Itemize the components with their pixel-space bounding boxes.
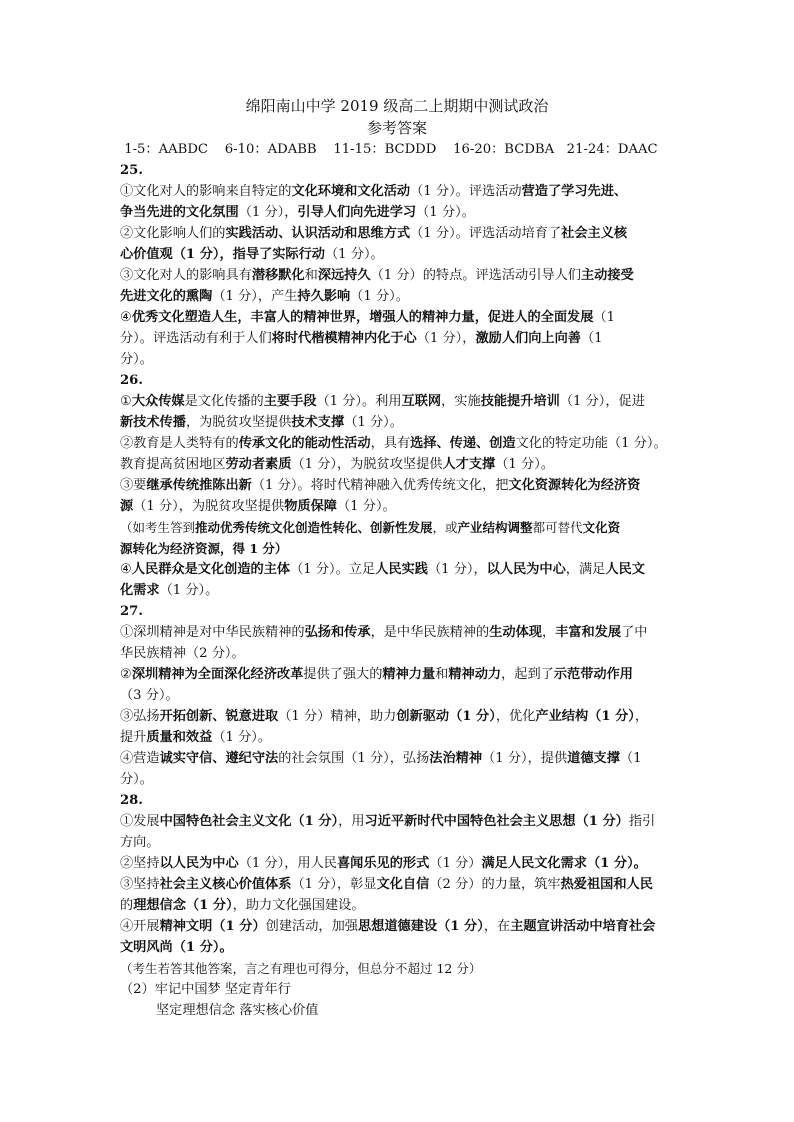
answer-text: ，起到了 — [501, 667, 554, 682]
key-point-text: 大众传媒 — [131, 394, 185, 409]
key-point-text: 喜闻乐见的形式 — [336, 856, 430, 871]
key-point-text: 产业结构（1 分） — [535, 709, 635, 724]
answer-text: ③坚持 — [120, 877, 160, 892]
answer-text: ，具有 — [370, 436, 411, 451]
answer-text: 分）。 — [120, 772, 153, 787]
answer-text: 的社会氛围（1 分），弘扬 — [278, 751, 430, 766]
answer-text: ④开展 — [120, 919, 160, 934]
answer-line — [120, 769, 680, 790]
answer-line — [120, 433, 680, 454]
answer-text: 文化的特定功能（1 分）。 — [515, 436, 667, 451]
answer-text: （1 分）。 — [324, 247, 384, 262]
answer-text: （1 — [619, 751, 642, 766]
answer-text: （1 分）。 — [159, 583, 219, 598]
answer-text: 方向。 — [120, 835, 160, 850]
answer-text: 分）。评选活动有利于人们 — [120, 331, 272, 346]
key-point-text: 精神文明（1 分） — [159, 919, 266, 934]
answer-text: ，满足 — [565, 562, 606, 577]
answer-text: ① — [120, 394, 132, 409]
answer-text: （1 分），为脱贫攻坚提供 — [291, 457, 443, 472]
key-point-text: 争当先进的文化氛围 — [120, 205, 239, 220]
answer-text: ，在 — [483, 919, 511, 934]
answer-text: 创建活动，加强 — [265, 919, 358, 934]
key-point-text: 传承文化的能动性活动 — [238, 436, 371, 451]
answer-line — [120, 580, 680, 601]
answer-text: ③文化对人的影响具有 — [120, 268, 252, 283]
answer-line — [120, 559, 680, 580]
answer-text: ②教育是人类特有的 — [120, 436, 239, 451]
key-point-text: 潜移默化 — [251, 268, 305, 283]
key-point-text: 主要手段 — [263, 394, 317, 409]
key-point-text: 质量和效益 — [146, 730, 213, 745]
answer-text: ①发展 — [120, 814, 160, 829]
key-point-text: 社会主义核 — [561, 226, 628, 241]
answer-text: （1 分）。将时代精神融入优秀传统文化，把 — [251, 478, 509, 493]
answer-text: （1 分） — [429, 856, 482, 871]
key-point-text: 继承传统推陈出新 — [146, 478, 252, 493]
answer-text: 指引 — [628, 814, 656, 829]
answer-line — [120, 412, 680, 433]
key-point-text: 人民文 — [605, 562, 645, 577]
key-point-text: 以人民为中心 — [486, 562, 566, 577]
answer-line — [120, 895, 680, 916]
answer-text: （1 分），产生 — [212, 289, 298, 304]
key-point-text: 新技术传播 — [120, 415, 186, 430]
key-point-text: 激励人们向上向善 — [475, 331, 581, 346]
answer-text: 28. — [120, 793, 143, 808]
key-point-text: 源 — [120, 499, 134, 514]
answer-text: 和 — [435, 667, 449, 682]
answer-line — [120, 202, 680, 223]
key-point-text: 文化环境和文化活动 — [291, 184, 411, 199]
key-point-text: 优秀文化塑造人生，丰富人的精神世界，增强人的精神力量，促进人的全面发展 — [131, 310, 594, 325]
key-point-text: 实践活动、认识活动和思维方式 — [225, 226, 411, 241]
answer-text: （1 — [593, 310, 615, 325]
key-point-text: 精神力量 — [382, 667, 436, 682]
answer-text: ，优化 — [495, 709, 536, 724]
answer-line — [120, 265, 680, 286]
answer-line — [120, 391, 680, 412]
answer-line — [120, 517, 680, 538]
key-point-text: 精神动力 — [448, 667, 502, 682]
key-point-text: 产业结构调整 — [457, 520, 533, 535]
answer-text: （1 分）。 — [344, 415, 403, 430]
answer-line — [120, 937, 680, 958]
key-point-text: 文化资源转化为经济资 — [508, 478, 641, 493]
key-point-text: 主动接受 — [580, 268, 634, 283]
key-point-text: 选择、传递、创造 — [410, 436, 516, 451]
document-subtitle: 参考答案 — [366, 119, 427, 137]
answer-text: ④ — [120, 310, 132, 325]
key-point-text: 热爱祖国和人民 — [560, 877, 653, 892]
document-title: 绵阳南山中学 2019 级高二上期期中测试政治 — [245, 97, 549, 115]
answer-line — [120, 664, 680, 685]
answer-text: （1 分）。 — [212, 730, 272, 745]
answer-text: ④ — [120, 562, 132, 577]
question-number — [120, 160, 680, 181]
answer-line — [120, 979, 680, 1000]
answer-line — [120, 748, 680, 769]
key-point-text: 法治精神 — [429, 751, 483, 766]
key-point-text: 诚实守信、遵纪守法 — [159, 751, 279, 766]
answer-text: ，为脱贫攻坚提供 — [185, 415, 292, 430]
answer-text: （1 分），用人民 — [238, 856, 337, 871]
answer-line — [120, 811, 680, 832]
answer-text: （1 分），为脱贫攻坚提供 — [133, 499, 285, 514]
answer-text: 提供了强大的 — [303, 667, 383, 682]
key-point-text: 思想道德建设（1 分） — [357, 919, 484, 934]
answer-text: 25. — [120, 163, 143, 178]
answer-text: ②坚持 — [120, 856, 160, 871]
multiple-choice-answers: 1-5：AABDC 6-10：ADABB 11-15：BCDDD 16-20：BCDBA 21-24：DAAC — [120, 142, 658, 157]
key-point-text: 营造了学习先进、 — [521, 184, 628, 199]
answer-line — [120, 286, 680, 307]
answer-line — [120, 475, 680, 496]
key-point-text: 文化自信 — [376, 877, 430, 892]
key-point-text: 创新驱动（1 分） — [396, 709, 496, 724]
answer-line — [120, 832, 680, 853]
key-point-text: 心价值观（1 分），指导了实际行动 — [120, 247, 325, 262]
answer-text: （2 分）的力量，筑牢 — [429, 877, 561, 892]
key-point-text: 弘扬和传承 — [304, 625, 371, 640]
answer-line — [120, 1000, 680, 1021]
key-point-text: 持久影响 — [297, 289, 351, 304]
answer-text: （1 分）。立足 — [290, 562, 376, 577]
key-point-text: 先进文化的熏陶 — [120, 289, 213, 304]
answer-line — [120, 454, 680, 475]
answer-text: ①深圳精神是对中华民族精神的 — [120, 625, 305, 640]
answer-text: ，助力文化强国建设。 — [232, 898, 365, 913]
answer-line — [120, 958, 680, 979]
answer-text: （1 — [580, 331, 603, 346]
answer-text: ，是中华民族精神的 — [370, 625, 490, 640]
answer-line — [120, 685, 680, 706]
answer-text: ，实施 — [441, 394, 481, 409]
key-point-text: 引导人们向先进学习 — [297, 205, 417, 220]
key-point-text: 文化资 — [582, 520, 621, 535]
key-point-text: 深圳精神为全面深化经济改革 — [131, 667, 304, 682]
key-point-text: 中国特色社会主义文化（1 分） — [159, 814, 339, 829]
answer-line — [120, 874, 680, 895]
answer-text: （1 分）， — [416, 331, 476, 346]
key-point-text: 主题宣讲活动中培育社会 — [510, 919, 656, 934]
answer-text: 坚定理想信念 落实核心价值 — [156, 1003, 319, 1018]
answer-line — [120, 916, 680, 937]
answer-line — [120, 244, 680, 265]
answer-line — [120, 307, 680, 328]
answer-line — [120, 727, 680, 748]
answer-body — [120, 160, 680, 1021]
key-point-text: 习近平新时代中国特色社会主义思想（1 分） — [364, 814, 629, 829]
key-point-text: 文明风尚（1 分）。 — [120, 940, 233, 955]
key-point-text: 理想信念（1 分） — [133, 898, 233, 913]
answer-text: ④营造 — [120, 751, 160, 766]
answer-text: （1 分），促进 — [559, 394, 645, 409]
answer-text: （1 分）。 — [495, 457, 554, 472]
answer-text: ③要 — [120, 478, 147, 493]
answer-text: ，或 — [432, 520, 458, 535]
key-point-text: 源转化为经济资源，得 1 分） — [120, 541, 288, 556]
key-point-text: 开拓创新、锐意进取 — [159, 709, 279, 724]
key-point-text: 技术支撑 — [291, 415, 345, 430]
key-point-text: 人才支撑 — [442, 457, 496, 472]
answer-line — [120, 223, 680, 244]
answer-text: （考生若答其他答案，言之有理也可得分，但总分不超过 12 分） — [120, 961, 482, 976]
key-point-text: 人民实践 — [375, 562, 428, 577]
answer-text: （1 分）的特点。评选活动引导人们 — [370, 268, 581, 283]
answer-line — [120, 622, 680, 643]
answer-line — [120, 181, 680, 202]
answer-line — [120, 349, 680, 370]
answer-text: （3 分）。 — [120, 688, 179, 703]
question-number — [120, 370, 680, 391]
answer-line — [120, 538, 680, 559]
answer-text: ①文化对人的影响来自特定的 — [120, 184, 292, 199]
answer-text: ②文化影响人们的 — [120, 226, 226, 241]
answer-line — [120, 496, 680, 517]
answer-text: （1 分）。 — [336, 499, 396, 514]
answer-text: （1 分）， — [238, 205, 298, 220]
answer-text: （1 分），提供 — [482, 751, 568, 766]
answer-text: ③弘扬 — [120, 709, 160, 724]
answer-text: （1 分）精神，助力 — [278, 709, 397, 724]
answer-text: 分）。 — [120, 352, 153, 367]
answer-text: 是文化传播的 — [184, 394, 264, 409]
key-point-text: 生动体现 — [489, 625, 542, 640]
answer-text: 的 — [120, 898, 134, 913]
answer-text: ， — [634, 709, 649, 724]
answer-text: 华民族精神（2 分）。 — [120, 646, 245, 661]
key-point-text: 物质保障 — [284, 499, 337, 514]
key-point-text: 以人民为中心 — [159, 856, 239, 871]
answer-text: ② — [120, 667, 132, 682]
key-point-text: 将时代楷模精神内化于心 — [271, 331, 417, 346]
answer-text: 提升 — [120, 730, 147, 745]
key-point-text: 化需求 — [120, 583, 160, 598]
answer-text: （1 分）。评选活动培育了 — [410, 226, 562, 241]
question-number — [120, 601, 680, 622]
answer-text: 了中 — [621, 625, 648, 640]
key-point-text: 人民群众是文化创造的主体 — [131, 562, 291, 577]
key-point-text: 社会主义核心价值体系 — [159, 877, 292, 892]
key-point-text: 示范带动作用 — [553, 667, 633, 682]
key-point-text: 道德支撑 — [567, 751, 620, 766]
key-point-text: 互联网 — [401, 394, 442, 409]
answer-text: （1 分）。评选活动 — [410, 184, 522, 199]
question-number — [120, 790, 680, 811]
answer-text: （1 分），彰显 — [291, 877, 377, 892]
answer-line — [120, 853, 680, 874]
key-point-text: 劳动者素质 — [225, 457, 292, 472]
answer-line — [120, 328, 680, 349]
answer-text: 和 — [304, 268, 318, 283]
answer-text: 27. — [120, 604, 143, 619]
answer-text: ， — [542, 625, 556, 640]
answer-text: 26. — [120, 373, 143, 388]
key-point-text: 技能提升培训 — [480, 394, 560, 409]
answer-line — [120, 706, 680, 727]
answer-text: （如考生答到 — [120, 520, 196, 535]
key-point-text: 丰富和发展 — [555, 625, 622, 640]
answer-line — [120, 643, 680, 664]
answer-text: （1 分）。 — [350, 289, 409, 304]
answer-text: （1 分）。利用 — [316, 394, 402, 409]
answer-text: （1 分）， — [427, 562, 487, 577]
key-point-text: 满足人民文化需求（1 分）。 — [481, 856, 647, 871]
answer-text: 教育提高贫困地区 — [120, 457, 226, 472]
answer-text: ，用 — [338, 814, 365, 829]
key-point-text: 深远持久 — [317, 268, 371, 283]
key-point-text: 推动优秀传统文化创造性转化、创新性发展 — [195, 520, 433, 535]
answer-text: （2）牢记中国梦 坚定青年行 — [120, 982, 291, 997]
answer-text: （1 分）。 — [416, 205, 475, 220]
answer-text: 都可替代 — [532, 520, 583, 535]
